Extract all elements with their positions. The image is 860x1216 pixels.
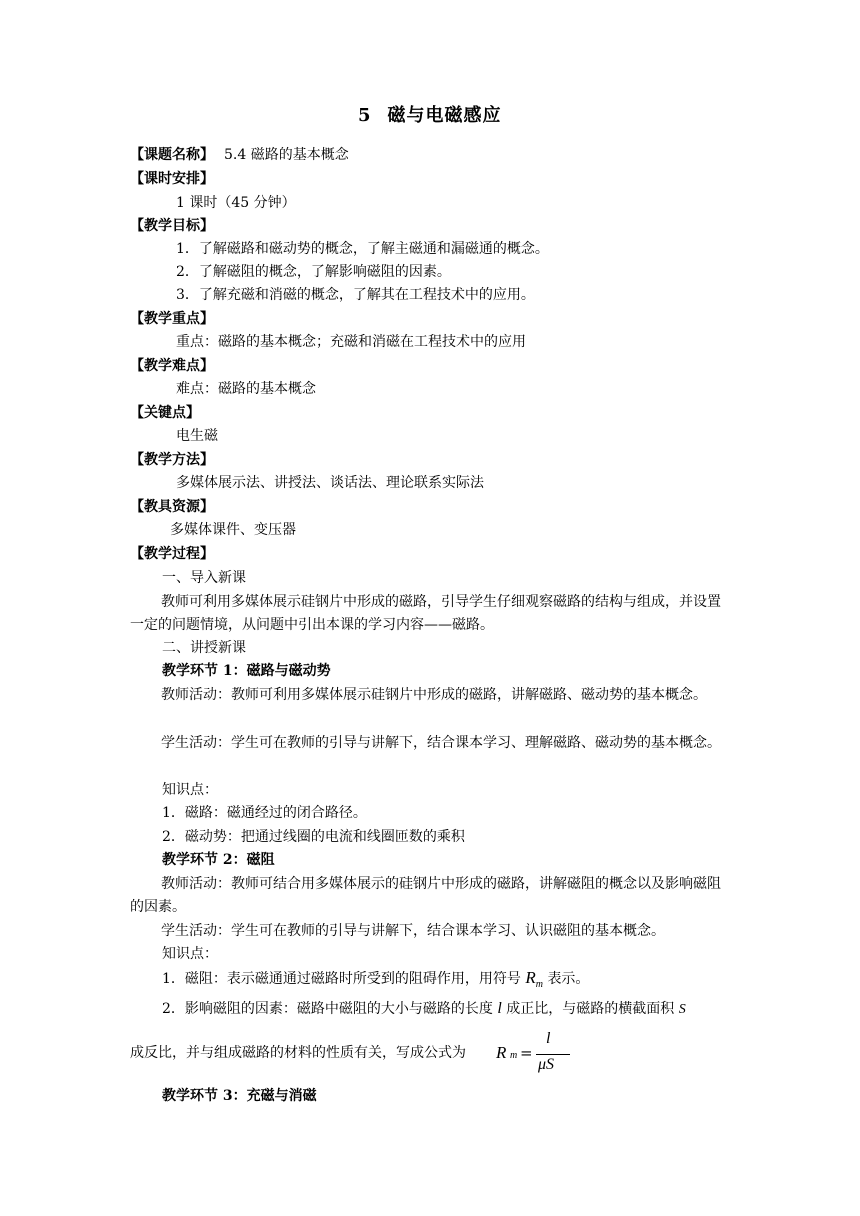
knowledge-label: 知识点：	[162, 946, 218, 962]
step3-title: 教学环节 3：充磁与消磁	[162, 1088, 317, 1104]
section-heading-teach: 二、讲授新课	[162, 640, 246, 656]
step1-student: 学生活动：学生可在教师的引导与讲解下，结合课本学习、理解磁路、磁动势的基本概念。	[161, 735, 721, 751]
field-difficulty-value: 难点：磁路的基本概念	[176, 381, 316, 397]
field-schedule-value: 1 课时（45 分钟）	[176, 195, 296, 211]
objective-item: 3．了解充磁和消磁的概念，了解其在工程技术中的应用。	[176, 287, 535, 303]
field-topic: 【课题名称】 5.4 磁路的基本概念	[130, 147, 349, 163]
page-title: 5 磁与电磁感应	[358, 105, 502, 126]
field-method-value: 多媒体展示法、讲授法、谈话法、理论联系实际法	[176, 475, 484, 491]
step2-student: 学生活动：学生可在教师的引导与讲解下，结合课本学习、认识磁阻的基本概念。	[161, 923, 665, 939]
intro-paragraph: 教师可利用多媒体展示硅钢片中形成的磁路，引导学生仔细观察磁路的结构与组成，并设置一定的问题情境，从问题中引出本课的学习内容——磁路。	[130, 594, 721, 633]
section-heading-intro: 一、导入新课	[162, 570, 246, 586]
step2-teacher: 教师活动：教师可结合用多媒体展示的硅钢片中形成的磁路，讲解磁阻的概念以及影响磁阻的因素。	[130, 876, 721, 915]
objective-item: 2．了解磁阻的概念，了解影响磁阻的因素。	[176, 264, 451, 280]
field-resources-value: 多媒体课件、变压器	[170, 522, 296, 538]
field-difficulty-label: 【教学难点】	[130, 358, 214, 374]
field-key-value: 电生磁	[176, 428, 218, 444]
step2-knowledge-1: 1．磁阻：表示磁通通过磁路时所受到的阻碍作用，用符号 $R_m$ 表示。	[162, 968, 590, 990]
step1-knowledge-1: 1．磁路：磁通经过的闭合路径。	[162, 805, 367, 821]
step1-knowledge-2: 2．磁动势：把通过线圈的电流和线圈匝数的乘积	[162, 829, 465, 845]
field-keypoint-label: 【教学重点】	[130, 311, 214, 327]
reluctance-formula: R m = l μS	[510, 1030, 570, 1080]
objective-item: 1．了解磁路和磁动势的概念，了解主磁通和漏磁通的概念。	[176, 241, 549, 257]
field-resources-label: 【教具资源】	[130, 499, 214, 515]
step2-knowledge-2-cont: 成反比，并与组成磁路的材料的性质有关，写成公式为	[130, 1045, 466, 1061]
knowledge-label: 知识点：	[162, 782, 218, 798]
step2-knowledge-2: 2．影响磁阻的因素：磁路中磁阻的大小与磁路的长度 l 成正比，与磁路的横截面积 S	[162, 1000, 686, 1017]
field-schedule-label: 【课时安排】	[130, 171, 214, 187]
field-process-label: 【教学过程】	[130, 546, 214, 562]
step1-title: 教学环节 1：磁路与磁动势	[162, 663, 331, 679]
field-key-label: 【关键点】	[130, 405, 200, 421]
step2-title: 教学环节 2：磁阻	[162, 852, 275, 868]
field-keypoint-value: 重点：磁路的基本概念；充磁和消磁在工程技术中的应用	[176, 334, 526, 350]
field-objectives-label: 【教学目标】	[130, 218, 214, 234]
field-method-label: 【教学方法】	[130, 452, 214, 468]
step1-teacher: 教师活动：教师可利用多媒体展示硅钢片中形成的磁路，讲解磁路、磁动势的基本概念。	[161, 687, 707, 703]
